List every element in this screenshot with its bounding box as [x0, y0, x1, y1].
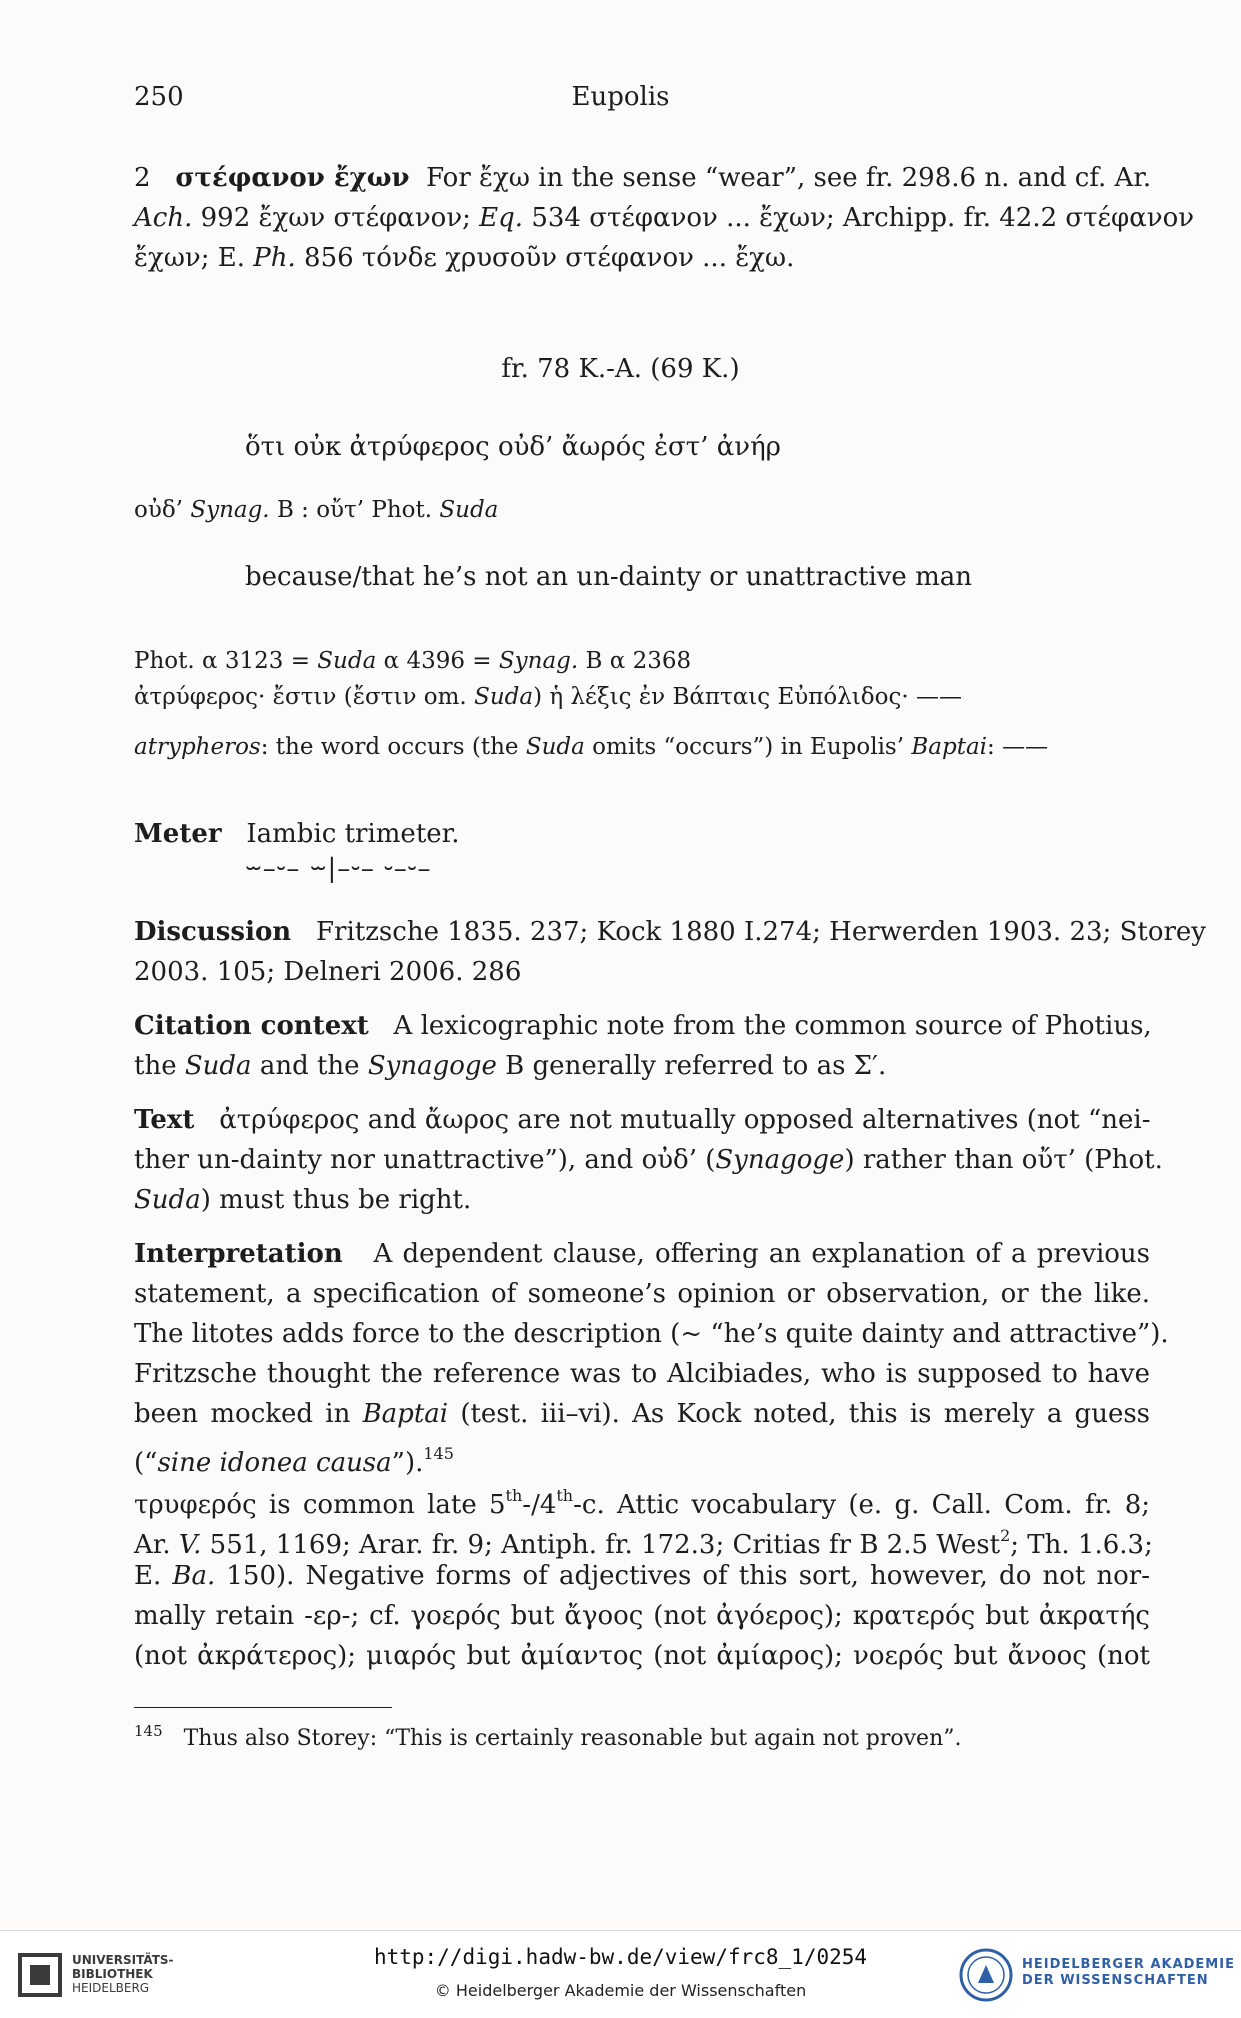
note-2-line-3	[134, 238, 1150, 278]
meter-scheme: ⏖–⏑– ⏖|–⏑– ⏑–⏑–	[245, 854, 432, 884]
note-text: 856 τόνδε χρυσοῦν στέφανον ... ἔχω.	[304, 243, 795, 273]
superscript: th	[505, 1486, 523, 1505]
text-body: ) must thus be right.	[200, 1185, 472, 1215]
para-text: τρυφερός is common late 5	[134, 1490, 506, 1520]
note-lemma: στέφανον ἔχων	[175, 163, 410, 193]
source-line-1	[134, 648, 691, 674]
logo-line: HEIDELBERG	[72, 1981, 150, 1995]
citation-text: B generally referred to as Σ′.	[505, 1051, 887, 1081]
source-work: Synag.	[498, 648, 579, 674]
section-label: Discussion	[134, 917, 292, 947]
note-2-line-1	[134, 158, 1150, 198]
para-text: 551, 1169; Arar. fr. 9; Antiph. fr. 172.3; Critias fr B 2.5 West	[209, 1530, 1001, 1560]
apparatus-text: B : οὔτ’ Phot.	[276, 497, 433, 523]
section-label: Meter	[134, 819, 222, 849]
interpretation-work: Baptai	[362, 1399, 449, 1429]
viewer-footer	[0, 1930, 1241, 2018]
academy-seal-icon	[958, 1947, 1014, 2003]
text-work: Suda	[134, 1185, 201, 1215]
note-text: 992 ἔχων στέφανον;	[200, 203, 471, 233]
interpretation-quote: sine idonea causa	[157, 1448, 392, 1478]
text-body: ) rather than οὔτ’ (Phot.	[844, 1145, 1163, 1175]
interpretation-line-3: The litotes adds force to the description (~ “he’s quite dainty and attractive”).	[134, 1319, 1169, 1349]
source-text: ) ἡ λέξις ἐν Βάπταις Εὐπόλιδος· ——	[533, 684, 963, 710]
citation-line-2	[134, 1046, 1150, 1086]
apparatus-source: Suda	[439, 497, 499, 523]
document-url-link[interactable]: http://digi.hadw-bw.de/view/frc8_1/0254	[373, 1945, 868, 1969]
logo-line: UNIVERSITÄTS-	[72, 1953, 174, 1967]
note-text: For ἔχω in the sense “wear”, see fr. 298.6 n. and cf. Ar.	[426, 163, 1152, 193]
source-term: atrypheros	[134, 734, 261, 760]
citation-text: and the	[259, 1051, 360, 1081]
superscript: 2	[1000, 1526, 1011, 1545]
note-number: 2	[134, 163, 151, 193]
logo-line: BIBLIOTHEK	[72, 1967, 153, 1981]
source-text: ἀτρύφερος· ἔστιν (ἔστιν om.	[134, 684, 467, 710]
source-work: Baptai	[911, 734, 988, 760]
footnote-text: Thus also Storey: “This is certainly reasonable but again not proven”.	[183, 1726, 962, 1751]
interpretation-text: (“	[134, 1448, 158, 1478]
note-text: ἔχων; E.	[134, 243, 245, 273]
source-work: Suda	[317, 648, 377, 674]
para2-line-5: (not ἀκράτερος); μιαρός but ἀμίαντος (not ἀμίαρος); νοερός but ἄνοος (not	[134, 1641, 1150, 1671]
logo-line: HEIDELBERGER AKADEMIE	[1022, 1957, 1235, 1972]
page-number: 250	[134, 82, 184, 112]
para2-line-3	[134, 1556, 1150, 1596]
section-label: Text	[134, 1105, 195, 1135]
source-line-2	[134, 684, 962, 710]
discussion-line-1	[134, 912, 1206, 952]
apparatus-text: οὐδ’	[134, 497, 183, 523]
fragment-greek-text: ὅτι οὐκ ἀτρύφερος οὐδ’ ἄωρός ἐστ’ ἀνήρ	[245, 432, 781, 462]
logo-line: DER WISSENSCHAFTEN	[1022, 1973, 1209, 1988]
source-text: α 4396 =	[383, 648, 492, 674]
copyright-text: © Heidelberger Akademie der Wissenschaften	[434, 1981, 807, 2000]
para-text: E.	[134, 1561, 162, 1591]
text-body: ἀτρύφερος and ἄωρος are not mutually opposed alternatives (not “nei-	[219, 1105, 1151, 1135]
interpretation-line-4: Fritzsche thought the reference was to Alcibiades, who is supposed to have	[134, 1359, 1150, 1389]
footnote	[134, 1722, 962, 1751]
source-translation	[134, 734, 1048, 760]
text-body: ther un-dainty nor unattractive”), and οὐδ’ (	[134, 1145, 716, 1175]
source-text: omits “occurs”) in Eupolis’	[592, 734, 905, 760]
para-work: Ba.	[172, 1561, 216, 1591]
para-text: -c. Attic vocabulary (e. g. Call. Com. fr. 8;	[573, 1490, 1150, 1520]
note-2-line-2	[134, 198, 1195, 238]
critical-apparatus	[134, 497, 498, 523]
source-text: : the word occurs (the	[260, 734, 519, 760]
source-text: Phot. α 3123 =	[134, 648, 310, 674]
meter-text: Iambic trimeter.	[246, 819, 460, 849]
section-label: Interpretation	[134, 1239, 343, 1269]
text-work: Synagoge	[715, 1145, 845, 1175]
meter-section	[134, 814, 1150, 854]
footnote-marker: 145	[423, 1444, 454, 1463]
interpretation-text: been mocked in	[134, 1399, 351, 1429]
work-ref: Eq.	[479, 203, 524, 233]
citation-text: A lexicographic note from the common source of Photius,	[393, 1011, 1152, 1041]
para-text: -/4	[522, 1490, 557, 1520]
para-text: ; Th. 1.6.3;	[1010, 1530, 1153, 1560]
interpretation-line-5	[134, 1394, 1150, 1434]
footnote-rule	[134, 1707, 392, 1708]
academy-logo-text	[1022, 1957, 1235, 1989]
citation-line-1	[134, 1006, 1150, 1046]
interpretation-line-2: statement, a specification of someone’s opinion or observation, or the like.	[134, 1279, 1150, 1309]
text-line-2	[134, 1140, 1163, 1180]
interpretation-text: (test. iii–vi). As Kock noted, this is merely a guess	[460, 1399, 1151, 1429]
note-text: 534 στέφανον ... ἔχων; Archipp. fr. 42.2 στέφανον	[531, 203, 1195, 233]
interpretation-text: A dependent clause, offering an explanation of a previous	[373, 1239, 1150, 1269]
interpretation-text: ”).	[391, 1448, 424, 1478]
fragment-translation: because/that he’s not an un-dainty or unattractive man	[245, 562, 972, 592]
interpretation-line-1	[134, 1234, 1150, 1274]
text-line-1	[134, 1100, 1150, 1140]
source-work: Suda	[525, 734, 585, 760]
source-text: : ——	[987, 734, 1049, 760]
citation-text: the	[134, 1051, 177, 1081]
para-text: 150). Negative forms of adjectives of this sort, however, do not nor-	[226, 1561, 1151, 1591]
para-work: V.	[178, 1530, 202, 1560]
work-ref: Ach.	[134, 203, 193, 233]
para2-line-4: mally retain -ερ-; cf. γοερός but ἄγοος (not ἀγόερος); κρατερός but ἀκρατής	[134, 1601, 1150, 1631]
apparatus-source: Synag.	[190, 497, 270, 523]
superscript: th	[556, 1486, 574, 1505]
text-line-3	[134, 1180, 1150, 1220]
running-title: Eupolis	[571, 82, 670, 112]
source-text: B α 2368	[585, 648, 692, 674]
discussion-line-2: 2003. 105; Delneri 2006. 286	[134, 957, 522, 987]
para-text: Ar.	[134, 1530, 171, 1560]
section-label: Citation context	[134, 1011, 369, 1041]
discussion-text: Fritzsche 1835. 237; Kock 1880 I.274; Herwerden 1903. 23; Storey	[316, 917, 1206, 947]
fragment-heading: fr. 78 K.-A. (69 K.)	[501, 354, 740, 384]
work-ref: Ph.	[253, 243, 296, 273]
citation-work: Suda	[184, 1051, 252, 1081]
citation-work: Synagoge	[367, 1051, 497, 1081]
source-work: Suda	[474, 684, 534, 710]
footnote-number: 145	[134, 1722, 163, 1740]
